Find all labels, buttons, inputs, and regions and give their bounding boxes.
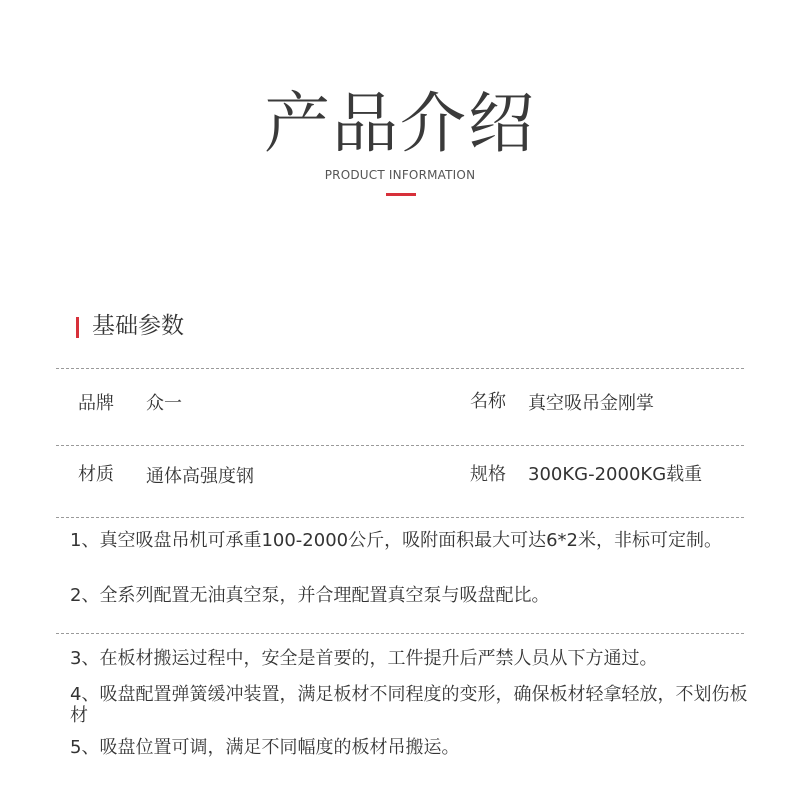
note-2: 2、全系列配置无油真空泵，并合理配置真空泵与吸盘配比。 <box>70 585 550 606</box>
spec-value-spec: 300KG-2000KG载重 <box>528 464 703 485</box>
note-4: 4、吸盘配置弹簧缓冲装置，满足板材不同程度的变形，确保板材轻拿轻放，不划伤板材 <box>70 684 748 726</box>
note-5: 5、吸盘位置可调，满足不同幅度的板材吊搬运。 <box>70 737 460 758</box>
note-3: 3、在板材搬运过程中，安全是首要的，工件提升后严禁人员从下方通过。 <box>70 648 658 669</box>
spec-label-spec: 规格 <box>470 464 506 485</box>
page-subtitle: PRODUCT INFORMATION <box>324 168 476 182</box>
title-accent-bar <box>386 193 416 196</box>
divider-2 <box>56 445 744 446</box>
page-title: 产品介绍 <box>264 85 536 162</box>
spec-label-name: 名称 <box>470 391 506 412</box>
spec-label-brand: 品牌 <box>78 393 114 414</box>
spec-value-brand: 众一 <box>146 393 182 414</box>
divider-1 <box>56 368 744 369</box>
spec-value-material: 通体高强度钢 <box>146 466 254 487</box>
divider-4 <box>56 633 744 634</box>
section-marker <box>76 317 79 338</box>
section-title: 基础参数 <box>92 313 184 339</box>
spec-label-material: 材质 <box>78 464 114 485</box>
spec-value-name: 真空吸吊金刚掌 <box>528 393 654 414</box>
note-1: 1、真空吸盘吊机可承重100-2000公斤，吸附面积最大可达6*2米，非标可定制。 <box>70 530 723 551</box>
divider-3 <box>56 517 744 518</box>
